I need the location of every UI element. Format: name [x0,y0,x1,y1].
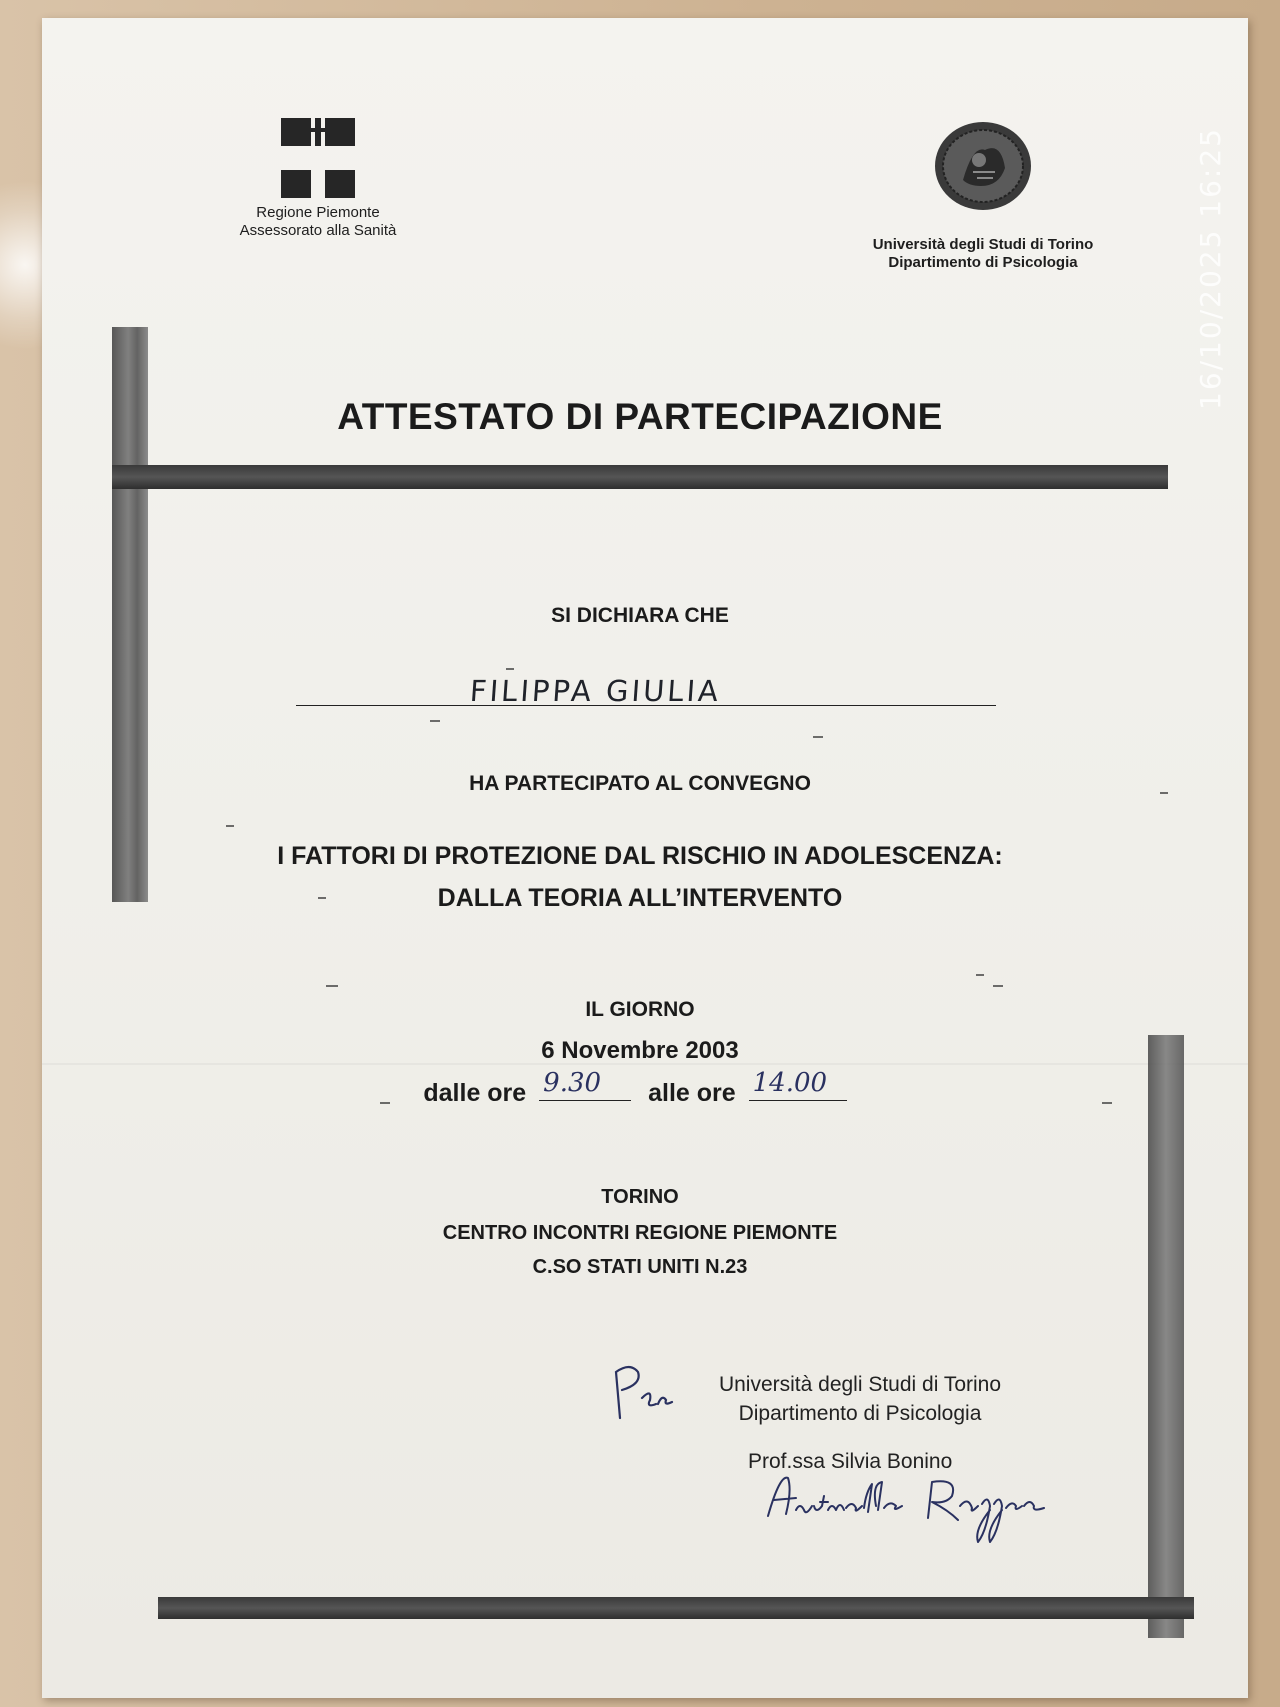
title-underline-bar [112,465,1168,489]
right-vertical-bar [1148,1035,1184,1638]
university-seal-icon [933,120,1033,212]
photo-timestamp: 16/10/2025 16:25 [1194,127,1227,410]
right-logo-line-2: Dipartimento di Psicologia [888,254,1078,271]
location-address: C.SO STATI UNITI N.23 [532,1256,748,1278]
conference-title-line-1: I FATTORI DI PROTEZIONE DAL RISCHIO IN ADOLESCENZA: [277,842,1003,870]
conference-title-line-2: DALLA TEORIA ALL’INTERVENTO [437,884,843,912]
left-logo-line-2: Assessorato alla Sanità [239,222,397,239]
from-label: dalle ore [423,1079,527,1107]
participation-text: HA PARTECIPATO AL CONVEGNO [469,772,811,795]
handwritten-signature [762,1470,1062,1550]
location-city: TORINO [601,1186,679,1208]
to-label: alle ore [648,1079,736,1107]
location-venue: CENTRO INCONTRI REGIONE PIEMONTE [442,1222,838,1244]
piemonte-cross-icon [275,118,361,198]
to-time-slot [749,1068,847,1101]
signature-department: Dipartimento di Psicologia [738,1402,982,1425]
professor-name: Prof.ssa Silvia Bonino [748,1450,953,1473]
to-time-value: 14.00 [752,1068,828,1098]
time-range [0,1068,1280,1108]
certificate-title: ATTESTATO DI PARTECIPAZIONE [337,396,943,437]
left-logo-line-1: Regione Piemonte [256,204,380,221]
university-logo [848,120,1118,272]
day-label: IL GIORNO [585,998,695,1021]
declaration-text: SI DICHIARA CHE [551,604,729,627]
from-time-value: 9.30 [543,1068,602,1098]
signature-university: Università degli Studi di Torino [718,1373,1002,1396]
event-date: 6 Novembre 2003 [541,1037,739,1064]
from-time-slot [539,1068,631,1101]
regione-piemonte-logo [218,118,418,240]
bottom-horizontal-bar [158,1597,1194,1619]
right-logo-line-1: Università degli Studi di Torino [872,236,1094,253]
participant-name: FILIPPA GIULIA [468,674,723,708]
signature-institution [650,1370,1070,1428]
